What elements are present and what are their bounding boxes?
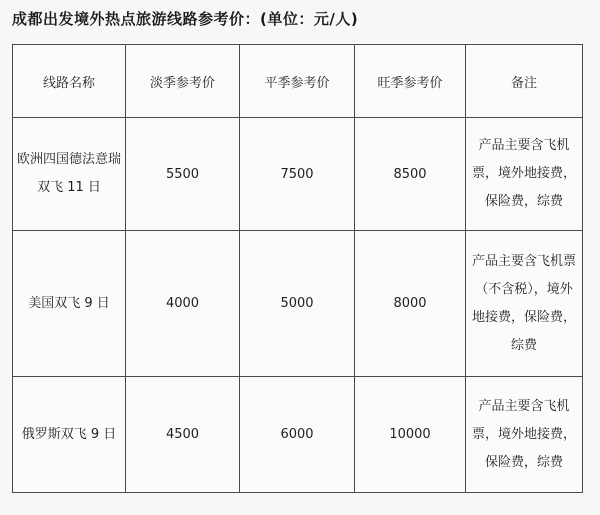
remark-cell: 产品主要含飞机票，境外地接费，保险费，综费 <box>466 377 583 493</box>
header-low-season-price: 淡季参考价 <box>126 45 240 118</box>
low-season-price-cell: 4000 <box>126 231 240 377</box>
route-name-cell: 俄罗斯双飞 9 日 <box>13 377 126 493</box>
mid-season-price-cell: 5000 <box>240 231 355 377</box>
peak-season-price-cell: 8000 <box>355 231 466 377</box>
low-season-price-cell: 5500 <box>126 118 240 231</box>
remark-cell: 产品主要含飞机票（不含税），境外地接费，保险费，综费 <box>466 231 583 377</box>
header-route-name: 线路名称 <box>13 45 126 118</box>
table-row <box>13 231 583 377</box>
low-season-price-cell: 4500 <box>126 377 240 493</box>
price-table <box>12 44 583 493</box>
table-header-row <box>13 45 583 118</box>
table-row <box>13 377 583 493</box>
peak-season-price-cell: 8500 <box>355 118 466 231</box>
route-name-cell: 欧洲四国德法意瑞双飞 11 日 <box>13 118 126 231</box>
header-remark: 备注 <box>466 45 583 118</box>
header-mid-season-price: 平季参考价 <box>240 45 355 118</box>
page-title: 成都出发境外热点旅游线路参考价：(单位：元/人) <box>12 10 359 28</box>
peak-season-price-cell: 10000 <box>355 377 466 493</box>
mid-season-price-cell: 7500 <box>240 118 355 231</box>
route-name-cell: 美国双飞 9 日 <box>13 231 126 377</box>
mid-season-price-cell: 6000 <box>240 377 355 493</box>
remark-cell: 产品主要含飞机票，境外地接费，保险费，综费 <box>466 118 583 231</box>
header-peak-season-price: 旺季参考价 <box>355 45 466 118</box>
table-row <box>13 118 583 231</box>
